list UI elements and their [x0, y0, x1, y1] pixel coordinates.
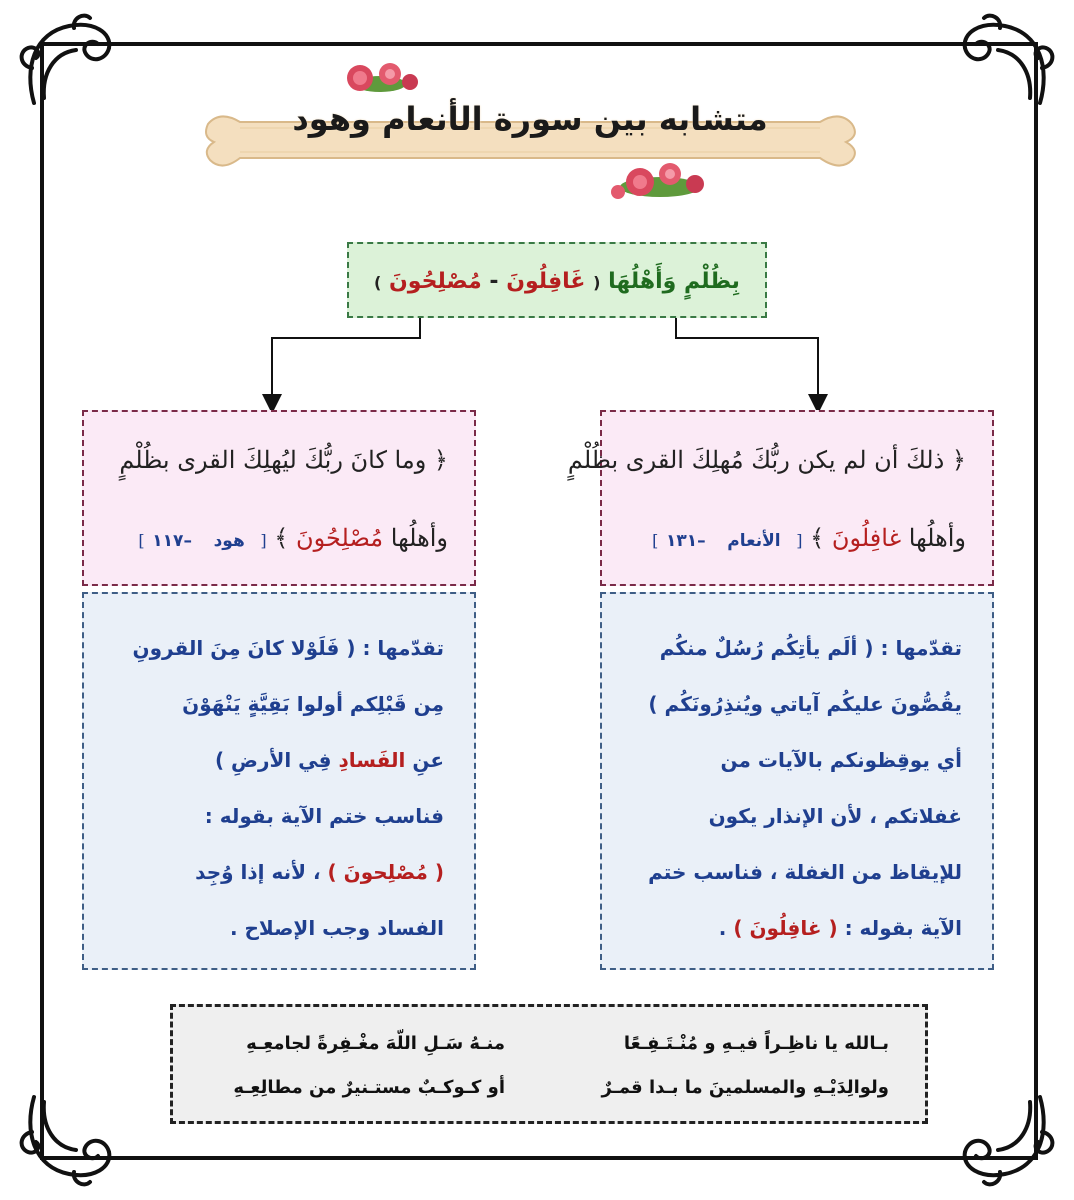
corner-ornament-icon	[950, 1082, 1060, 1192]
rose-icon	[611, 163, 704, 199]
main-phrase-box	[347, 242, 767, 318]
explanation-text: فِي الأرضِ )	[214, 748, 332, 772]
explanation-box-anam	[600, 592, 994, 970]
explanation-line: تقدّمها : ( فَلَوْلا كانَ مِنَ القرونِ	[132, 636, 444, 660]
explanation-line: غفلاتكم ، لأن الإنذار يكون	[708, 804, 962, 828]
phrase-paren-close: )	[374, 273, 382, 292]
poem-verse-right-1: بـالله يا ناظِـراً فيـهِ و مُنْـتَـفِـعًا	[623, 1033, 889, 1054]
verse-end-mark: ﴾	[274, 524, 289, 552]
reference-bracket: [	[796, 531, 803, 550]
verse-line	[652, 524, 966, 552]
poem-verse-right-2: ولوالِدَيْـهِ والمسلمينَ ما بـدا قمـرٌ	[601, 1077, 889, 1098]
explanation-line: تقدّمها : ( ألَم يأتِكُم رُسُلٌ منكُم	[659, 636, 962, 660]
key-word-ghafilun: غَافِلُونَ	[506, 269, 586, 294]
page-title: متشابه بين سورة الأنعام وهود	[292, 100, 768, 138]
explanation-line	[195, 860, 444, 884]
poem-box	[170, 1004, 928, 1124]
explanation-line: للإيقاظ من الغفلة ، فناسب ختم	[648, 860, 962, 884]
verse-box-anam	[567, 410, 994, 586]
explanation-text: الآية بقوله :	[844, 916, 962, 940]
verse-text: وأهلُها	[390, 524, 448, 552]
explanation-key-word: ( مُصْلِحونَ )	[327, 860, 444, 884]
explanation-line	[719, 916, 962, 940]
phrase-text: بِظُلْمٍ وَأَهْلُهَا	[608, 269, 740, 294]
verse-line	[138, 524, 448, 552]
verse-text: ﴿ ذلكَ أن لم يكن ربُّكَ مُهلِكَ القرى بظُلْمٍ	[567, 446, 966, 474]
key-word-muslihun: مُصْلِحُونَ	[389, 269, 482, 294]
verse-end-mark: ﴾	[810, 524, 825, 552]
ayah-number: –١١٧	[152, 531, 192, 551]
explanation-key-word: الفَسادِ	[338, 748, 406, 772]
poem-verse-left-2: أو كـوكـبٌ مستـنيرٌ من مطالِعِـهِ	[233, 1077, 505, 1098]
explanation-text: .	[718, 916, 727, 940]
surah-name: الأنعام	[727, 531, 781, 551]
explanation-line: مِن قَبْلِكم أولوا بَقِيَّةٍ يَنْهَوْنَ	[182, 692, 444, 716]
reference-bracket: [	[260, 531, 267, 550]
explanation-line: أي يوقِظونكم بالآيات من	[720, 748, 962, 772]
corner-ornament-icon	[950, 8, 1060, 118]
verse-text: ﴿ وما كانَ ربُّكَ ليُهلِكَ القرى بظُلْمٍ	[119, 446, 448, 474]
poem-verse-left-1: منـهُ سَـلِ اللّهَ مغْـفِرةً لجامعِـهِ	[246, 1033, 505, 1054]
explanation-line	[215, 748, 444, 772]
verse-box-hud	[82, 410, 476, 586]
ayah-number: –١٣١	[665, 531, 706, 551]
phrase-separator: -	[489, 269, 499, 294]
surah-name: هود	[213, 531, 245, 551]
corner-ornament-icon	[14, 8, 124, 118]
reference-bracket: ]	[138, 531, 145, 550]
rose-icon	[347, 63, 418, 92]
corner-ornament-icon	[14, 1082, 124, 1192]
explanation-text: ، لأنه إذا وُجِد	[195, 860, 321, 884]
explanation-text: عنِ	[412, 748, 444, 772]
explanation-key-word: ( غافِلُونَ )	[733, 916, 838, 940]
explanation-line: يقُصُّونَ عليكُم آياتي ويُنذِرُونَكُم )	[648, 692, 962, 716]
verse-text: وأهلُها	[908, 524, 966, 552]
verse-key-word: مُصْلِحُونَ	[295, 524, 384, 552]
explanation-line: الفساد وجب الإصلاح .	[229, 916, 444, 940]
reference-bracket: ]	[652, 531, 659, 550]
explanation-box-hud	[82, 592, 476, 970]
explanation-line: فناسب ختم الآية بقوله :	[204, 804, 444, 828]
phrase-paren-open: (	[593, 273, 601, 292]
verse-key-word: غافِلُونَ	[831, 524, 902, 552]
